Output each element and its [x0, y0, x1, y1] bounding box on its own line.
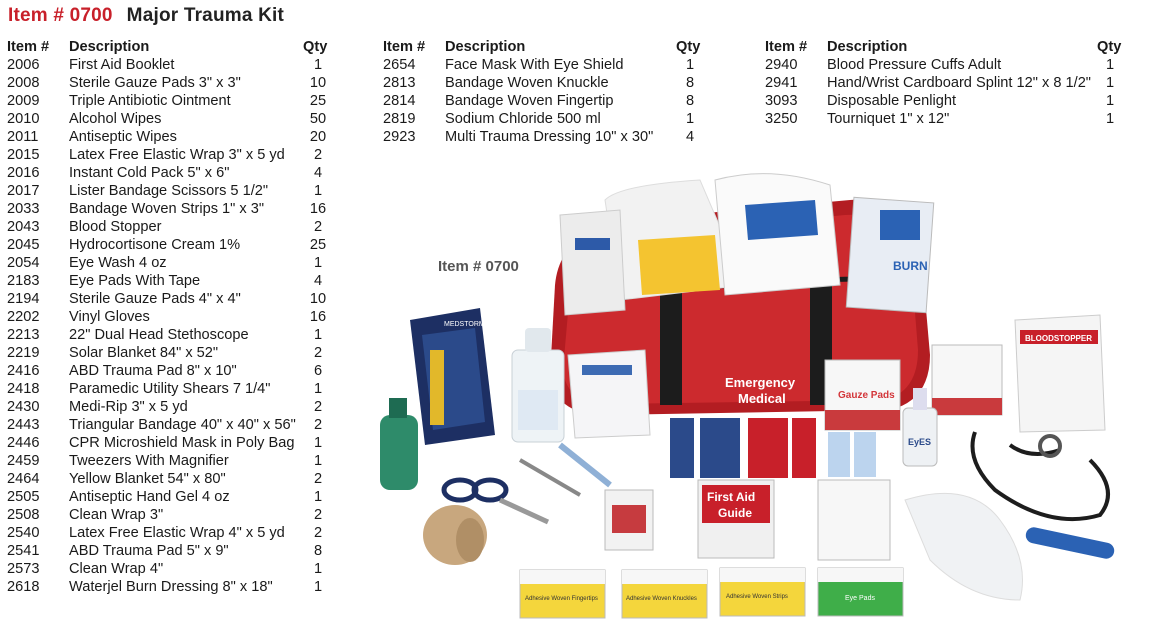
box-label-strips: Adhesive Woven Strips — [726, 594, 788, 600]
bag-label-emergency: Emergency — [725, 375, 796, 390]
description-cell: Tourniquet 1" x 12" — [827, 111, 950, 127]
table-row — [765, 110, 1145, 128]
item-number-cell: 2017 — [7, 183, 40, 199]
qty-cell: 2 — [313, 399, 323, 415]
qty-cell: 1 — [1105, 75, 1115, 91]
qty-cell: 1 — [685, 111, 695, 127]
item-number-cell: 2819 — [383, 111, 416, 127]
table-row — [7, 272, 342, 290]
table-row — [765, 92, 1145, 110]
photo-item-label: Item # 0700 — [438, 258, 519, 275]
description-cell: Bandage Woven Strips 1" x 3" — [69, 201, 265, 217]
item-number-cell: 2202 — [7, 309, 40, 325]
qty-cell: 16 — [309, 201, 327, 217]
table-header-row — [765, 38, 1145, 56]
header-qty: Qty — [303, 39, 328, 55]
table-row — [7, 362, 342, 380]
qty-cell: 1 — [313, 57, 323, 73]
item-number-cell: 3250 — [765, 111, 798, 127]
qty-cell: 8 — [685, 93, 695, 109]
box-woven-strips — [720, 568, 805, 616]
item-number-cell: 2213 — [7, 327, 40, 343]
qty-cell: 2 — [313, 219, 323, 235]
item-number-cell: 2508 — [7, 507, 40, 523]
kit-name: Major Trauma Kit — [126, 5, 285, 26]
blood-pressure-box — [410, 308, 495, 445]
qty-cell: 50 — [309, 111, 327, 127]
item-number-cell: 3093 — [765, 93, 798, 109]
qty-cell: 16 — [309, 309, 327, 325]
table-row — [7, 470, 342, 488]
item-number-cell: 2011 — [7, 129, 39, 145]
box-woven-knuckles — [622, 570, 707, 618]
table-header-row — [383, 38, 718, 56]
item-number-cell: 2033 — [7, 201, 40, 217]
description-cell: Solar Blanket 84" x 52" — [69, 345, 219, 361]
item-number-cell: 2541 — [7, 543, 40, 559]
item-number-cell: 2416 — [7, 363, 40, 379]
table-row — [7, 326, 342, 344]
description-cell: Latex Free Elastic Wrap 3" x 5 yd — [69, 147, 285, 163]
burn-dressing-label: BURN — [893, 259, 928, 273]
item-number-cell: 2940 — [765, 57, 798, 73]
table-header-row — [7, 38, 342, 56]
kit-contents-photo — [370, 160, 1150, 620]
qty-cell: 20 — [309, 129, 327, 145]
description-cell: Sodium Chloride 500 ml — [445, 111, 601, 127]
table-row — [7, 578, 342, 596]
description-cell: Vinyl Gloves — [69, 309, 150, 325]
description-cell: First Aid Booklet — [69, 57, 175, 73]
table-row — [7, 164, 342, 182]
item-number: Item # 0700 — [8, 5, 113, 26]
item-table-column-1 — [7, 38, 342, 596]
header-qty: Qty — [676, 39, 701, 55]
item-number-cell: 2015 — [7, 147, 40, 163]
item-number-cell: 2183 — [7, 273, 40, 289]
box-woven-fingertips — [520, 570, 605, 618]
item-number-cell: 2006 — [7, 57, 40, 73]
item-table-column-2 — [383, 38, 718, 146]
table-row — [7, 542, 342, 560]
first-aid-guide — [698, 480, 774, 558]
qty-cell: 2 — [313, 525, 323, 541]
gauze-pads-box — [825, 360, 900, 430]
table-row — [7, 128, 342, 146]
cpr-mask-pouch-image — [612, 505, 646, 533]
qty-cell: 2 — [313, 147, 323, 163]
hydrocortisone-box-1 — [748, 418, 788, 478]
header-qty: Qty — [1097, 39, 1122, 55]
item-number-cell: 2008 — [7, 75, 40, 91]
qty-cell: 1 — [313, 327, 323, 343]
description-cell: Blood Stopper — [69, 219, 162, 235]
description-cell: Face Mask With Eye Shield — [445, 57, 624, 73]
description-cell: Bandage Woven Knuckle — [445, 75, 609, 91]
description-cell: Sterile Gauze Pads 3" x 3" — [69, 75, 241, 91]
box-label-knuckles: Adhesive Woven Knuckles — [626, 596, 697, 602]
table-row — [7, 236, 342, 254]
elastic-wrap-2 — [854, 432, 876, 477]
description-cell: Waterjel Burn Dressing 8" x 18" — [69, 579, 273, 595]
table-row — [383, 74, 718, 92]
qty-cell: 1 — [313, 183, 323, 199]
header-description: Description — [69, 39, 150, 55]
tweezers — [520, 460, 580, 495]
table-row — [383, 110, 718, 128]
qty-cell: 2 — [313, 417, 323, 433]
ointment-box-1 — [670, 418, 694, 478]
qty-cell: 1 — [313, 561, 323, 577]
table-row — [383, 56, 718, 74]
description-cell: Tweezers With Magnifier — [69, 453, 229, 469]
qty-cell: 4 — [313, 165, 323, 181]
description-cell: Latex Free Elastic Wrap 4" x 5 yd — [69, 525, 285, 541]
description-cell: Bandage Woven Fingertip — [445, 93, 614, 109]
table-row — [7, 200, 342, 218]
description-cell: Antiseptic Wipes — [69, 129, 177, 145]
header-description: Description — [827, 39, 908, 55]
qty-cell: 1 — [1105, 57, 1115, 73]
table-row — [7, 398, 342, 416]
qty-cell: 25 — [309, 237, 327, 253]
description-cell: Clean Wrap 4" — [69, 561, 164, 577]
description-cell: Disposable Penlight — [827, 93, 956, 109]
item-number-cell: 2443 — [7, 417, 40, 433]
item-number-cell: 2654 — [383, 57, 416, 73]
description-cell: Hydrocortisone Cream 1% — [69, 237, 241, 253]
item-number-cell: 2446 — [7, 435, 40, 451]
table-row — [7, 308, 342, 326]
table-row — [7, 560, 342, 578]
table-row — [7, 452, 342, 470]
description-cell: Triangular Bandage 40" x 40" x 56" — [69, 417, 296, 433]
bag-label-medical: Medical — [738, 391, 786, 406]
item-number-cell: 2814 — [383, 93, 416, 109]
table-row — [7, 74, 342, 92]
item-number-cell: 2010 — [7, 111, 40, 127]
item-number-cell: 2043 — [7, 219, 40, 235]
table-row — [7, 92, 342, 110]
header-item: Item # — [765, 39, 808, 55]
table-row — [7, 488, 342, 506]
qty-cell: 1 — [313, 489, 323, 505]
hydrocortisone-box-2 — [792, 418, 816, 478]
guide-label-1: First Aid — [707, 490, 756, 504]
item-number-cell: 2430 — [7, 399, 40, 415]
table-row — [7, 218, 342, 236]
qty-cell: 4 — [313, 273, 323, 289]
description-cell: ABD Trauma Pad 8" x 10" — [69, 363, 237, 379]
vinyl-gloves — [905, 493, 1023, 600]
qty-cell: 2 — [313, 345, 323, 361]
qty-cell: 1 — [313, 435, 323, 451]
table-row — [7, 182, 342, 200]
item-number-cell: 2459 — [7, 453, 40, 469]
table-row — [765, 74, 1145, 92]
description-cell: Alcohol Wipes — [69, 111, 162, 127]
item-number-cell: 2045 — [7, 237, 40, 253]
description-cell: ABD Trauma Pad 5" x 9" — [69, 543, 229, 559]
header-description: Description — [445, 39, 526, 55]
table-row — [7, 380, 342, 398]
item-number-cell: 2464 — [7, 471, 40, 487]
table-row — [7, 506, 342, 524]
item-number-cell: 2505 — [7, 489, 40, 505]
description-cell: CPR Microshield Mask in Poly Bag — [69, 435, 295, 451]
description-cell: Instant Cold Pack 5" x 6" — [69, 165, 230, 181]
item-number-cell: 2009 — [7, 93, 40, 109]
item-number-cell: 2573 — [7, 561, 40, 577]
description-cell: Paramedic Utility Shears 7 1/4" — [69, 381, 271, 397]
description-cell: Medi-Rip 3" x 5 yd — [69, 399, 188, 415]
qty-cell: 1 — [1105, 111, 1115, 127]
table-row — [7, 524, 342, 542]
table-row — [7, 56, 342, 74]
table-row — [7, 110, 342, 128]
qty-cell: 10 — [309, 75, 327, 91]
description-cell: Hand/Wrist Cardboard Splint 12" x 8 1/2" — [827, 75, 1091, 91]
table-row — [7, 344, 342, 362]
table-row — [7, 290, 342, 308]
description-cell: Triple Antibiotic Ointment — [69, 93, 231, 109]
ointment-box-2 — [700, 418, 740, 478]
qty-cell: 2 — [313, 471, 323, 487]
item-table-column-3 — [765, 38, 1145, 128]
description-cell: 22" Dual Head Stethoscope — [69, 327, 249, 343]
meds-box-label: MEDSTORM — [444, 321, 485, 328]
qty-cell: 8 — [685, 75, 695, 91]
gauze-box-label: Gauze Pads — [838, 390, 895, 401]
qty-cell: 8 — [313, 543, 323, 559]
guide-label-2: Guide — [718, 506, 753, 520]
description-cell: Antiseptic Hand Gel 4 oz — [69, 489, 230, 505]
table-row — [7, 146, 342, 164]
qty-cell: 6 — [313, 363, 323, 379]
table-row — [765, 56, 1145, 74]
triangular-bandage-pack — [818, 480, 890, 560]
medi-rip-roll — [423, 505, 487, 565]
penlight — [560, 445, 610, 485]
description-cell: Multi Trauma Dressing 10" x 30" — [445, 129, 654, 145]
description-cell: Eye Wash 4 oz — [69, 255, 167, 271]
item-number-cell: 2923 — [383, 129, 416, 145]
description-cell: Yellow Blanket 54" x 80" — [69, 471, 226, 487]
item-number-cell: 2813 — [383, 75, 416, 91]
table-row — [383, 92, 718, 110]
description-cell: Clean Wrap 3" — [69, 507, 164, 523]
qty-cell: 1 — [313, 255, 323, 271]
item-number-cell: 2219 — [7, 345, 40, 361]
description-cell: Lister Bandage Scissors 5 1/2" — [69, 183, 269, 199]
tourniquet — [1024, 526, 1115, 560]
item-number-cell: 2418 — [7, 381, 40, 397]
item-number-cell: 2540 — [7, 525, 40, 541]
qty-cell: 4 — [685, 129, 695, 145]
table-row — [383, 128, 718, 146]
blood-stopper-pack — [1015, 315, 1105, 432]
page-title — [8, 5, 284, 27]
instant-cold-pack — [568, 350, 650, 438]
qty-cell: 1 — [1105, 93, 1115, 109]
box-label-fingertips: Adhesive Woven Fingertips — [525, 596, 598, 602]
table-row — [7, 416, 342, 434]
gauze-pads-box-2-band — [932, 398, 1002, 415]
table-row — [7, 434, 342, 452]
item-number-cell: 2618 — [7, 579, 40, 595]
eye-wash-label: EyES — [908, 437, 932, 447]
qty-cell: 25 — [309, 93, 327, 109]
header-item: Item # — [383, 39, 426, 55]
item-number-cell: 2941 — [765, 75, 798, 91]
hand-gel-bottle — [380, 398, 418, 490]
description-cell: Eye Pads With Tape — [69, 273, 201, 289]
qty-cell: 1 — [313, 453, 323, 469]
box-eye-pads — [818, 568, 903, 616]
qty-cell: 2 — [313, 507, 323, 523]
item-number-cell: 2054 — [7, 255, 40, 271]
bloodstopper-label: BLOODSTOPPER — [1025, 334, 1092, 343]
item-number-cell: 2016 — [7, 165, 40, 181]
stethoscope — [973, 432, 1109, 519]
qty-cell: 1 — [313, 579, 323, 595]
qty-cell: 10 — [309, 291, 327, 307]
qty-cell: 1 — [685, 57, 695, 73]
box-label-eye-pads: Eye Pads — [845, 595, 875, 602]
table-row — [7, 254, 342, 272]
header-item: Item # — [7, 39, 50, 55]
description-cell: Sterile Gauze Pads 4" x 4" — [69, 291, 241, 307]
elastic-wrap-1 — [828, 432, 850, 477]
item-number-cell: 2194 — [7, 291, 40, 307]
qty-cell: 1 — [313, 381, 323, 397]
description-cell: Blood Pressure Cuffs Adult — [827, 57, 1002, 73]
